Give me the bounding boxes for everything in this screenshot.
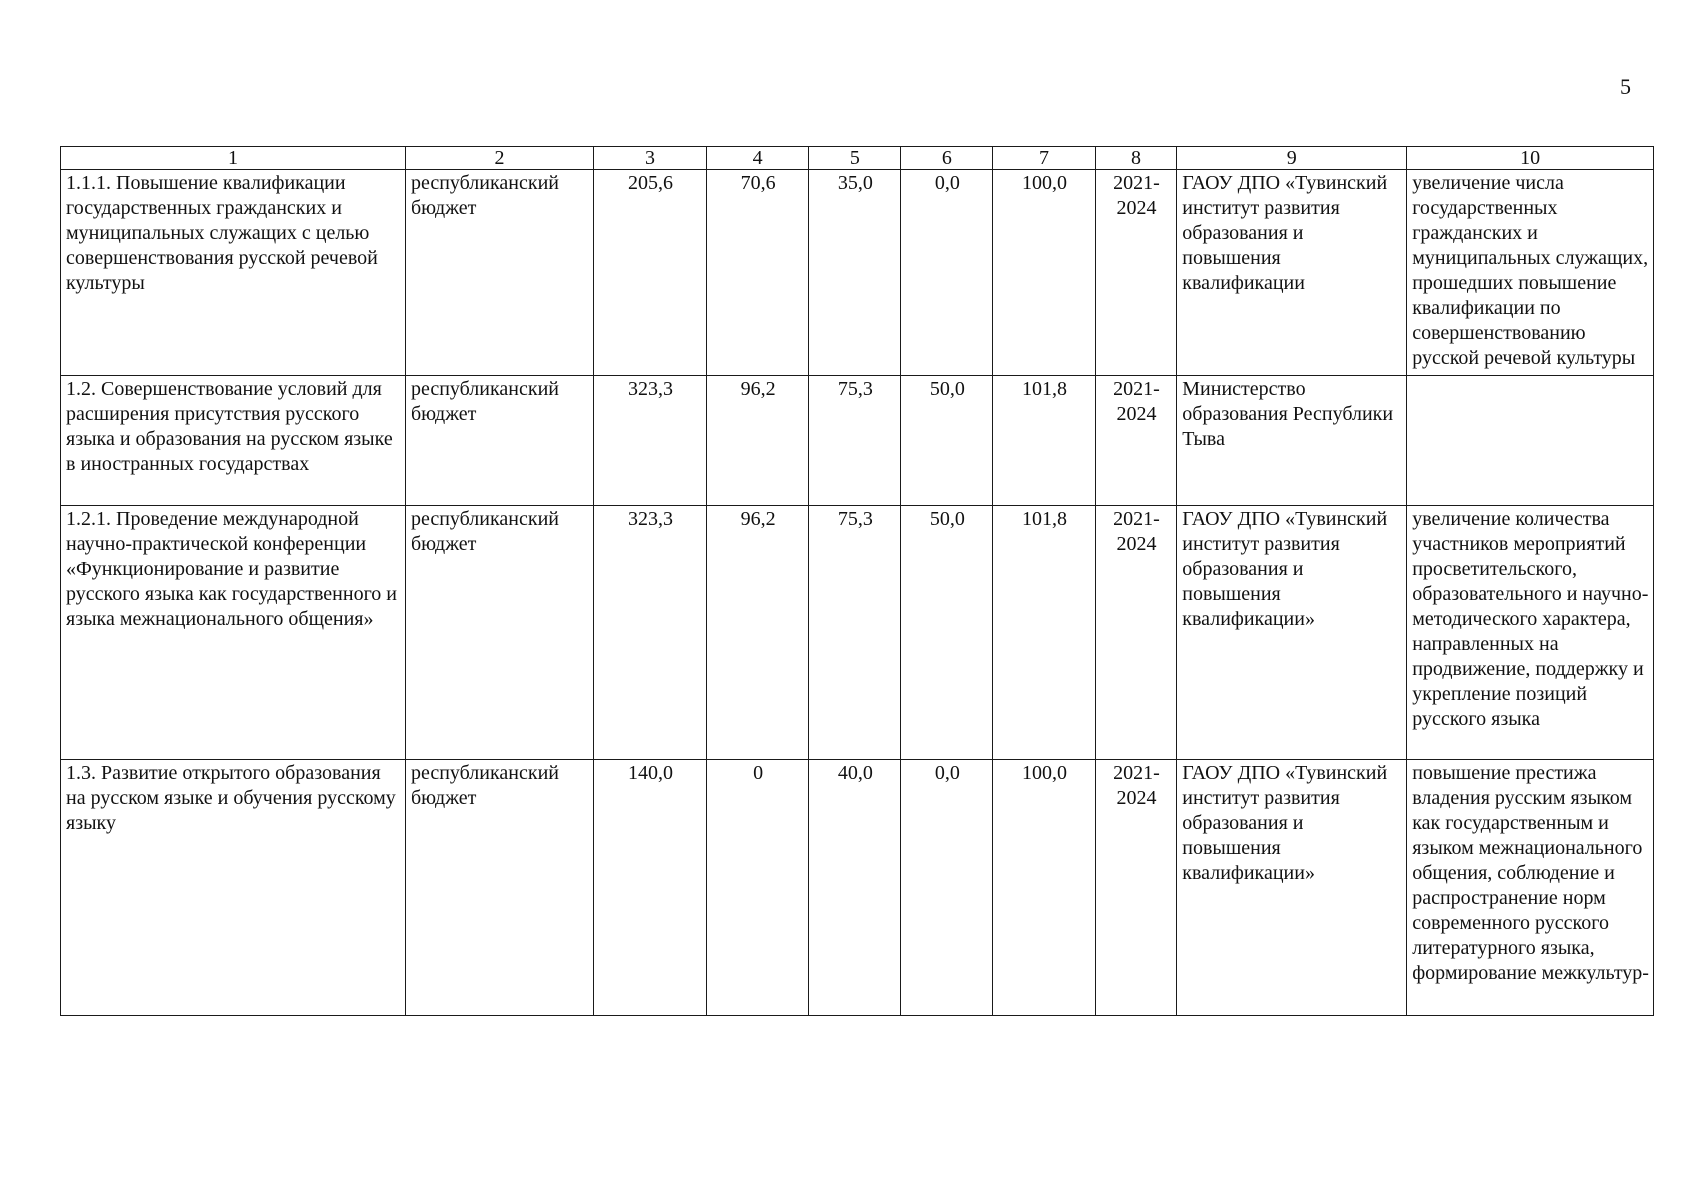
column-number: 4 (706, 147, 808, 170)
column-number: 3 (594, 147, 707, 170)
table-row (61, 170, 1654, 376)
period-cell: 2021-2024 (1095, 760, 1177, 1016)
result-cell: увеличение числа государственных гражданских и муниципальных служащих, прошедших повышение квалификации по совершенствованию русской речевой культуры (1407, 170, 1654, 376)
funding-source-cell: республиканский бюджет (405, 376, 593, 506)
year-2022-cell: 75,3 (809, 506, 901, 760)
measure-cell: 1.1.1. Повышение квалификации государственных гражданских и муниципальных служащих с целью совершенствования русской речевой культуры (61, 170, 406, 376)
measure-cell: 1.3. Развитие открытого образования на русском языке и обучения русскому языку (61, 760, 406, 1016)
table-row (61, 760, 1654, 1016)
program-activities-table (60, 146, 1654, 1016)
executor-cell: ГАОУ ДПО «Тувинский институт развития образования и повышения квалификации (1177, 170, 1407, 376)
measure-cell: 1.2.1. Проведение международной научно-практической конференции «Функционирование и развитие русского языка как государственного и языка межнационального общения» (61, 506, 406, 760)
total-cell: 205,6 (594, 170, 707, 376)
column-number: 1 (61, 147, 406, 170)
total-cell: 140,0 (594, 760, 707, 1016)
measure-cell: 1.2. Совершенствование условий для расширения присутствия русского языка и образования на русском языке в иностранных государствах (61, 376, 406, 506)
year-2023-cell: 50,0 (901, 376, 993, 506)
period-cell: 2021-2024 (1095, 506, 1177, 760)
column-number: 6 (901, 147, 993, 170)
funding-source-cell: республиканский бюджет (405, 760, 593, 1016)
result-cell: увеличение количества участников мероприятий просветительского, образовательного и научно-методического характера, направленных на продвижение, поддержку и укрепление позиций русского языка (1407, 506, 1654, 760)
executor-cell: ГАОУ ДПО «Тувинский институт развития образования и повышения квалификации» (1177, 506, 1407, 760)
period-cell: 2021-2024 (1095, 170, 1177, 376)
funding-source-cell: республиканский бюджет (405, 506, 593, 760)
year-2021-cell: 70,6 (706, 170, 808, 376)
period-cell: 2021-2024 (1095, 376, 1177, 506)
column-number: 2 (405, 147, 593, 170)
table-row (61, 376, 1654, 506)
year-2024-cell: 101,8 (993, 376, 1095, 506)
column-number: 8 (1095, 147, 1177, 170)
table-row (61, 506, 1654, 760)
year-2023-cell: 50,0 (901, 506, 993, 760)
year-2023-cell: 0,0 (901, 760, 993, 1016)
column-number: 5 (809, 147, 901, 170)
column-number: 9 (1177, 147, 1407, 170)
page-number: 5 (1620, 74, 1631, 99)
total-cell: 323,3 (594, 376, 707, 506)
column-number: 7 (993, 147, 1095, 170)
year-2022-cell: 35,0 (809, 170, 901, 376)
funding-source-cell: республиканский бюджет (405, 170, 593, 376)
year-2021-cell: 0 (706, 760, 808, 1016)
column-number: 10 (1407, 147, 1654, 170)
total-cell: 323,3 (594, 506, 707, 760)
year-2021-cell: 96,2 (706, 506, 808, 760)
year-2022-cell: 75,3 (809, 376, 901, 506)
year-2024-cell: 100,0 (993, 760, 1095, 1016)
executor-cell: Министерство образования Республики Тыва (1177, 376, 1407, 506)
year-2024-cell: 101,8 (993, 506, 1095, 760)
executor-cell: ГАОУ ДПО «Тувинский институт развития образования и повышения квалификации» (1177, 760, 1407, 1016)
year-2021-cell: 96,2 (706, 376, 808, 506)
year-2023-cell: 0,0 (901, 170, 993, 376)
year-2024-cell: 100,0 (993, 170, 1095, 376)
column-number-row (61, 147, 1654, 170)
result-cell: повышение престижа владения русским языком как государственным и языком межнационального общения, соблюдение и распространение норм современного русского литературного языка, формирование межкультур- (1407, 760, 1654, 1016)
year-2022-cell: 40,0 (809, 760, 901, 1016)
result-cell (1407, 376, 1654, 506)
